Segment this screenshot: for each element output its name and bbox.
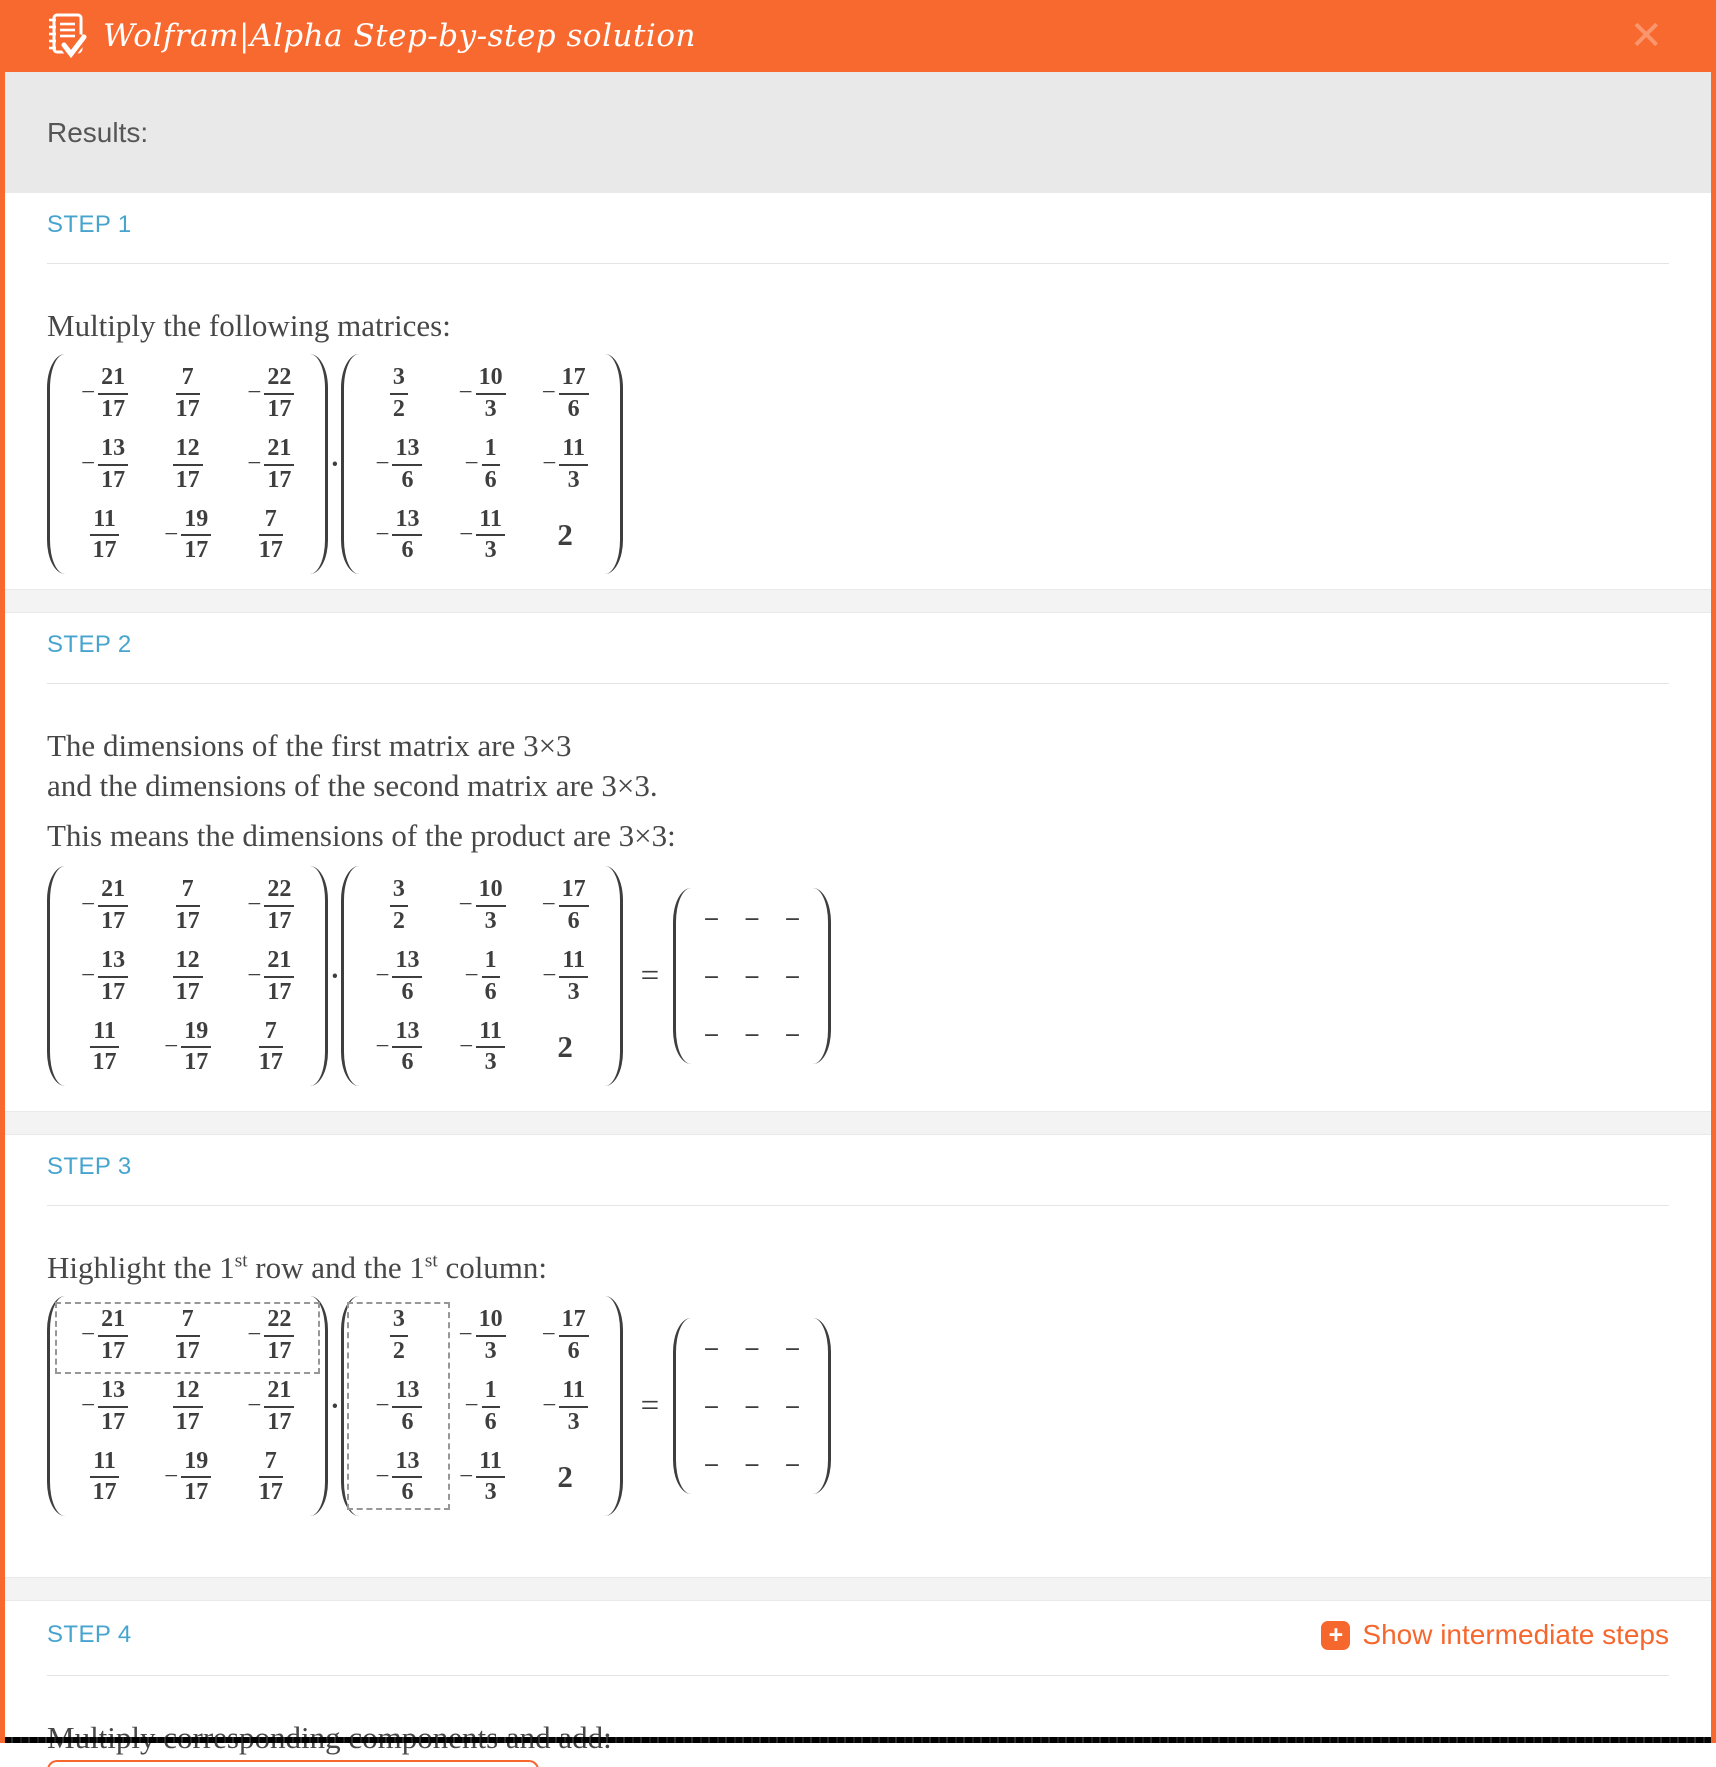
matrix-cell: –	[786, 1334, 799, 1362]
matrix-grid	[359, 1296, 604, 1516]
show-intermediate-steps-button[interactable]	[1321, 1619, 1669, 1651]
matrix-cell: $\frac{7}{17}$	[175, 1306, 200, 1364]
left-paren	[673, 1318, 691, 1494]
matrix-cell: $\frac{12}{17}$	[173, 435, 203, 494]
matrix-cell: –	[705, 1334, 718, 1362]
matrix-cell: − $\frac{22}{17}$	[247, 1306, 294, 1365]
matrix-cell: − $\frac{21}{17}$	[81, 876, 128, 935]
step1-section	[5, 193, 1711, 589]
matrix-grid	[359, 866, 604, 1086]
left-paren	[47, 866, 65, 1086]
matrix-cell: − $\frac{19}{17}$	[164, 1448, 211, 1507]
matrix-b	[341, 354, 622, 574]
matrix-cell: –	[705, 1020, 718, 1048]
matrix-cell: − $\frac{11}{3}$	[459, 1018, 505, 1077]
matrix-cell: − $\frac{13}{6}$	[375, 506, 422, 565]
matrix-cell: 2	[557, 1458, 573, 1494]
matrix-cell: $\frac{11}{17}$	[90, 1448, 119, 1507]
matrix-cell: − $\frac{21}{17}$	[81, 1306, 128, 1365]
matrix-cell: − $\frac{1}{6}$	[464, 947, 499, 1006]
matrix-cell: − $\frac{17}{6}$	[542, 1306, 589, 1365]
matrix-a	[47, 354, 328, 574]
matrix-cell: –	[705, 1392, 718, 1420]
step3-divider	[47, 1205, 1669, 1206]
matrix-cell: − $\frac{13}{6}$	[375, 1018, 422, 1077]
matrix-cell: − $\frac{11}{3}$	[542, 435, 588, 494]
matrix-cell: − $\frac{1}{6}$	[464, 435, 499, 494]
matrix-cell: − $\frac{1}{6}$	[464, 1377, 499, 1436]
section-gap	[5, 1111, 1711, 1135]
matrix-grid	[691, 888, 813, 1064]
matrix-cell: –	[705, 904, 718, 932]
matrix-cell: –	[786, 962, 799, 990]
notebook-check-icon	[45, 12, 87, 60]
product-placeholder-matrix	[673, 1318, 831, 1494]
right-paren	[813, 888, 831, 1064]
section-gap	[5, 1577, 1711, 1601]
matrix-cell: $\frac{3}{2}$	[390, 876, 408, 935]
matrix-cell: − $\frac{17}{6}$	[542, 876, 589, 935]
step1-divider	[47, 263, 1669, 264]
matrix-a	[47, 866, 328, 1086]
multiplication-dot: ·	[330, 1390, 340, 1421]
close-icon[interactable]: ✕	[1629, 14, 1663, 58]
matrix-cell: − $\frac{10}{3}$	[458, 1306, 505, 1365]
matrix-grid	[65, 866, 310, 1086]
matrix-cell: –	[745, 1450, 759, 1478]
results-label: Results:	[47, 116, 149, 148]
matrix-cell: –	[745, 962, 759, 990]
matrix-grid	[65, 1296, 310, 1516]
matrix-cell: − $\frac{10}{3}$	[458, 364, 505, 423]
left-paren	[47, 354, 65, 574]
matrix-cell: –	[745, 1392, 759, 1420]
matrix-cell: − $\frac{21}{17}$	[247, 435, 294, 494]
matrix-cell: − $\frac{17}{6}$	[542, 364, 589, 423]
matrix-cell: $\frac{7}{17}$	[258, 1017, 283, 1076]
matrix-cell: –	[745, 1334, 759, 1362]
step4-label: STEP 4	[47, 1621, 132, 1648]
matrix-cell: 2	[557, 1028, 573, 1064]
app-titlebar	[5, 0, 1711, 72]
step2-line3: This means the dimensions of the product are 3×3:	[47, 818, 676, 853]
step2-divider	[47, 683, 1669, 684]
matrix-cell: − $\frac{11}{3}$	[459, 506, 505, 565]
right-paren	[310, 866, 328, 1086]
left-paren	[673, 888, 691, 1064]
right-paren	[605, 866, 623, 1086]
bottom-cutoff-strip	[5, 1737, 1711, 1743]
right-paren	[310, 1296, 328, 1516]
app-title: Wolfram|Alpha Step-by-step solution	[103, 18, 696, 54]
step2-section	[5, 613, 1711, 1111]
left-paren	[341, 866, 359, 1086]
matrix-cell: − $\frac{11}{3}$	[542, 1377, 588, 1436]
matrix-cell: − $\frac{11}{3}$	[542, 947, 588, 1006]
step1-expression	[47, 354, 1669, 574]
step3-instruction: Highlight the 1st row and the 1st column:	[47, 1250, 548, 1285]
step1-instruction: Multiply the following matrices:	[47, 308, 451, 343]
matrix-cell: − $\frac{13}{17}$	[81, 947, 128, 1006]
matrix-cell: 2	[557, 516, 573, 552]
left-paren	[341, 1296, 359, 1516]
product-placeholder-matrix	[673, 888, 831, 1064]
matrix-cell: − $\frac{21}{17}$	[247, 947, 294, 1006]
matrix-cell: $\frac{11}{17}$	[90, 506, 119, 565]
matrix-cell: $\frac{12}{17}$	[173, 1377, 203, 1436]
matrix-cell: –	[786, 1020, 799, 1048]
multiplication-dot: ·	[330, 960, 340, 991]
matrix-cell: − $\frac{22}{17}$	[247, 364, 294, 423]
matrix-grid	[359, 354, 604, 574]
matrix-cell: –	[745, 1020, 759, 1048]
right-paren	[605, 354, 623, 574]
matrix-cell: –	[786, 1392, 799, 1420]
step1-label: STEP 1	[47, 211, 132, 238]
matrix-cell: − $\frac{13}{6}$	[375, 1377, 422, 1436]
matrix-cell: − $\frac{19}{17}$	[164, 506, 211, 565]
matrix-cell: − $\frac{21}{17}$	[81, 364, 128, 423]
right-paren	[813, 1318, 831, 1494]
matrix-cell: − $\frac{13}{6}$	[375, 435, 422, 494]
matrix-cell: − $\frac{13}{6}$	[375, 1448, 422, 1507]
equals-sign: =	[640, 1387, 660, 1424]
matrix-cell: − $\frac{22}{17}$	[247, 876, 294, 935]
equals-sign: =	[640, 957, 660, 994]
matrix-b	[341, 866, 622, 1086]
section-gap	[5, 589, 1711, 613]
matrix-cell: − $\frac{13}{17}$	[81, 1377, 128, 1436]
step2-label: STEP 2	[47, 631, 132, 658]
show-intermediate-steps-label: Show intermediate steps	[1362, 1619, 1669, 1650]
matrix-cell: $\frac{7}{17}$	[175, 364, 200, 422]
step2-line1: The dimensions of the first matrix are 3×3	[47, 728, 572, 763]
matrix-b	[341, 1296, 622, 1516]
matrix-cell: $\frac{3}{2}$	[390, 1306, 408, 1365]
plus-icon: +	[1321, 1621, 1350, 1650]
matrix-cell: $\frac{7}{17}$	[258, 505, 283, 564]
matrix-cell: –	[705, 962, 718, 990]
matrix-cell: $\frac{7}{17}$	[175, 876, 200, 934]
matrix-cell: $\frac{12}{17}$	[173, 947, 203, 1006]
right-paren	[310, 354, 328, 574]
left-paren	[341, 354, 359, 574]
step3-label: STEP 3	[47, 1153, 132, 1180]
matrix-cell: $\frac{7}{17}$	[258, 1447, 283, 1506]
step3-section	[5, 1135, 1711, 1577]
left-paren	[47, 1296, 65, 1516]
matrix-cell: –	[705, 1450, 718, 1478]
matrix-cell: − $\frac{10}{3}$	[458, 876, 505, 935]
matrix-cell: − $\frac{11}{3}$	[459, 1448, 505, 1507]
matrix-a	[47, 1296, 328, 1516]
matrix-cell: − $\frac{19}{17}$	[164, 1018, 211, 1077]
results-band	[5, 72, 1711, 193]
matrix-cell: − $\frac{21}{17}$	[247, 1377, 294, 1436]
matrix-cell: –	[786, 904, 799, 932]
matrix-cell: − $\frac{13}{6}$	[375, 947, 422, 1006]
step2-expression	[47, 866, 1669, 1086]
partial-highlight-box	[47, 1760, 539, 1767]
matrix-cell: $\frac{11}{17}$	[90, 1018, 119, 1077]
matrix-cell: –	[786, 1450, 799, 1478]
step3-expression	[47, 1296, 1669, 1516]
matrix-cell: − $\frac{13}{17}$	[81, 435, 128, 494]
step2-line2: and the dimensions of the second matrix are 3×3.	[47, 768, 658, 803]
right-paren	[605, 1296, 623, 1516]
matrix-cell: $\frac{3}{2}$	[390, 364, 408, 423]
step4-divider	[47, 1675, 1669, 1676]
matrix-cell: –	[745, 904, 759, 932]
multiplication-dot: ·	[330, 448, 340, 479]
matrix-grid	[65, 354, 310, 574]
matrix-grid	[691, 1318, 813, 1494]
